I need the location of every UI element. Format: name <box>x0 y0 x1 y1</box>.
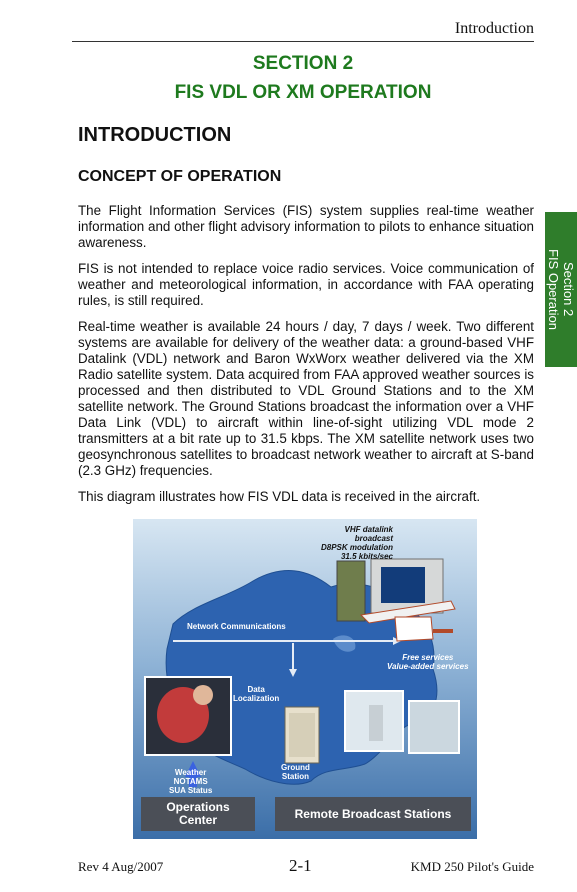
operations-photo <box>145 677 231 755</box>
section-tab-sublabel: FIS Operation <box>546 249 561 330</box>
paragraph-1: The Flight Information Services (FIS) system supplies real-time weather information and other flight advisory information to pilots to enhance situation awareness. <box>78 203 534 250</box>
remote-broadcast-bar: Remote Broadcast Stations <box>275 797 471 831</box>
revision-footer: Rev 4 Aug/2007 <box>78 859 164 874</box>
paragraph-3: Real-time weather is available 24 hours / day, 7 days / week. Two different systems are available for delivery of the weather data: a ground-based VHF Datalink (VDL) network and Baron WxWorx weather delivered via the XM Radio satellite system. Data acquired from FAA approved weather sources is processed and then distributed to VDL Ground Stations and to the XM satellite network. The Ground Stations broadcast the information over a VHF Data Link (VDL) to aircraft within line-of-sight utilizing VDL mode 2 transmitters at a bit rate up to 31.5 kbps. The XM satellite network uses two geosynchronous satellites to broadcast network weather to aircraft at S-band (2.3 GHz) frequencies. <box>78 319 534 478</box>
network-communications-label: Network Communications <box>187 622 286 631</box>
section-tab-label: Section 2 <box>561 262 576 317</box>
free-services-label: Free services Value-added services <box>387 653 469 671</box>
operations-center-bar: Operations Center <box>141 797 255 831</box>
data-localization-label: Data Localization <box>233 685 280 703</box>
section-title: FIS VDL OR XM OPERATION <box>174 82 432 103</box>
guide-title-footer: KMD 250 Pilot's Guide <box>410 859 534 874</box>
page-heading: INTRODUCTION <box>78 124 232 146</box>
running-header: Introduction <box>454 20 534 37</box>
weather-notams-label: Weather NOTAMS SUA Status <box>169 768 213 795</box>
vhf-broadcast-label: VHF datalink broadcast D8PSK modulation 31.5 kbits/sec <box>320 525 393 561</box>
subheading: CONCEPT OF OPERATION <box>78 168 282 185</box>
remote-station-photos <box>345 691 459 753</box>
paragraph-4: This diagram illustrates how FIS VDL data is received in the aircraft. <box>78 489 481 504</box>
ground-station-label: Ground Station <box>281 763 310 781</box>
paragraph-2: FIS is not intended to replace voice radio services. Voice communication of weather and meteorological information, in accordance with FAA operating rules, is still required. <box>78 261 534 308</box>
ground-station-cabinet <box>285 707 319 763</box>
fis-diagram <box>133 519 477 839</box>
header-rule <box>72 41 534 42</box>
page-number: 2-1 <box>289 856 312 875</box>
section-tab[interactable] <box>545 212 577 367</box>
section-number: SECTION 2 <box>252 53 354 74</box>
